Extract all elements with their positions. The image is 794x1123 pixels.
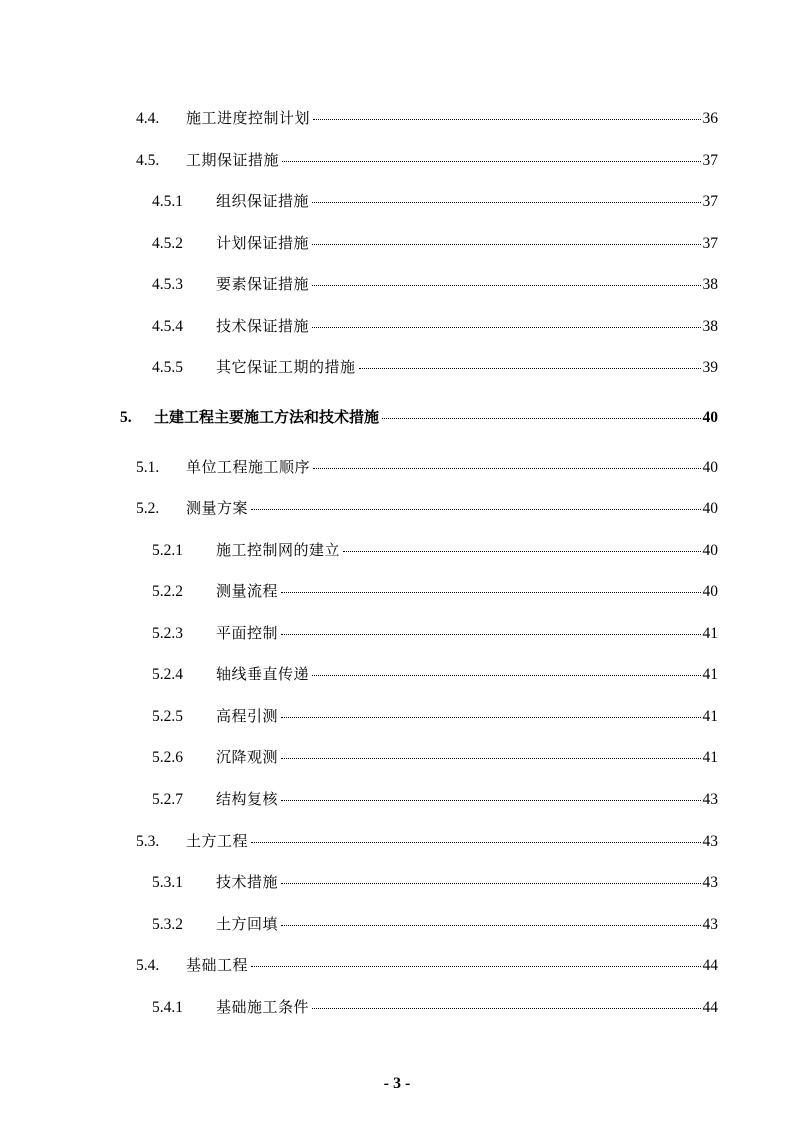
toc-entry-title: 施工控制网的建立: [216, 541, 341, 559]
dot-leader: [281, 716, 700, 718]
toc-entry[interactable]: [136, 830, 718, 852]
toc-entry[interactable]: [152, 580, 718, 602]
toc-entry-page: 43: [702, 874, 718, 891]
dot-leader: [251, 508, 700, 510]
toc-entry[interactable]: [152, 273, 718, 295]
toc-entry-number: 4.5.: [136, 152, 160, 169]
dot-leader: [312, 326, 700, 328]
toc-entry-page: 41: [702, 749, 718, 766]
dot-leader: [281, 924, 700, 926]
toc-entry[interactable]: [136, 149, 718, 171]
page-number: - 3 -: [383, 1075, 411, 1092]
toc-entry-title: 要素保证措施: [216, 275, 310, 293]
toc-entry-page: 38: [702, 276, 718, 293]
toc-entry-page: 38: [702, 318, 718, 335]
toc-entry-page: 40: [702, 409, 718, 426]
toc-entry[interactable]: [152, 190, 718, 212]
dot-leader: [382, 417, 700, 419]
toc-entry-number: 5.4.1: [152, 999, 183, 1016]
toc-entry-number: 5.2.7: [152, 791, 183, 808]
toc-entry-title: 组织保证措施: [216, 192, 310, 210]
toc-entry[interactable]: [152, 788, 718, 810]
toc-entry-page: 40: [702, 459, 718, 476]
toc-entry-title: 土建工程主要施工方法和技术措施: [154, 408, 380, 426]
toc-entry[interactable]: [152, 746, 718, 768]
dot-leader: [281, 882, 700, 884]
toc-entry-title: 高程引测: [216, 707, 279, 725]
toc-entry-title: 单位工程施工顺序: [186, 458, 311, 476]
dot-leader: [312, 243, 700, 245]
toc-entry[interactable]: [152, 663, 718, 685]
toc-entry-page: 44: [702, 999, 718, 1016]
toc-entry[interactable]: [136, 497, 718, 519]
toc-entry-title: 其它保证工期的措施: [216, 358, 356, 376]
toc-entry-title: 土方回填: [216, 915, 279, 933]
toc-entry[interactable]: [152, 622, 718, 644]
dot-leader: [251, 841, 700, 843]
toc-entry-page: 37: [702, 193, 718, 210]
toc-entry-title: 沉降观测: [216, 748, 279, 766]
toc-entry-title: 测量方案: [186, 499, 249, 517]
toc-entry[interactable]: [136, 954, 718, 976]
toc-entry-page: 40: [702, 583, 718, 600]
toc-entry-page: 44: [702, 957, 718, 974]
dot-leader: [359, 367, 701, 369]
dot-leader: [281, 799, 700, 801]
dot-leader: [281, 633, 700, 635]
toc-entry-title: 计划保证措施: [216, 234, 310, 252]
toc-entry-number: 5.1.: [136, 459, 160, 476]
toc-entry-number: 4.5.5: [152, 359, 183, 376]
toc-entry-number: 5.3.1: [152, 874, 183, 891]
dot-leader: [313, 467, 700, 469]
toc-entry[interactable]: [136, 107, 718, 129]
toc-entry-number: 5.2.1: [152, 542, 183, 559]
toc-entry-number: 4.5.2: [152, 235, 183, 252]
toc-entry-number: 4.4.: [136, 110, 160, 127]
dot-leader: [313, 118, 700, 120]
toc-entry-number: 5.2.2: [152, 583, 183, 600]
toc-entry[interactable]: [152, 705, 718, 727]
toc-chapter-entry[interactable]: [120, 406, 718, 428]
toc-entry-number: 5.2.6: [152, 749, 183, 766]
toc-entry[interactable]: [152, 315, 718, 337]
toc-entry-title: 轴线垂直传递: [216, 665, 310, 683]
toc-entry-page: 41: [702, 708, 718, 725]
toc-entry-number: 5.2.3: [152, 625, 183, 642]
dot-leader: [312, 201, 700, 203]
toc-entry-page: 43: [702, 916, 718, 933]
toc-entry-number: 5.2.5: [152, 708, 183, 725]
dot-leader: [312, 674, 700, 676]
toc-entry-number: 4.5.3: [152, 276, 183, 293]
toc-entry[interactable]: [152, 913, 718, 935]
dot-leader: [251, 965, 700, 967]
toc-entry-title: 工期保证措施: [186, 151, 280, 169]
toc-entry-number: 5.2.4: [152, 666, 183, 683]
toc-entry-title: 测量流程: [216, 582, 279, 600]
toc-entry-number: 4.5.1: [152, 193, 183, 210]
toc-entry-page: 40: [702, 500, 718, 517]
toc-entry-title: 基础工程: [186, 956, 249, 974]
toc-entry-title: 技术保证措施: [216, 317, 310, 335]
toc-entry[interactable]: [136, 456, 718, 478]
toc-entry-number: 5.: [120, 409, 132, 426]
toc-entry-page: 41: [702, 666, 718, 683]
toc-entry-page: 39: [702, 359, 718, 376]
toc-entry-page: 37: [702, 235, 718, 252]
dot-leader: [312, 1007, 700, 1009]
toc-entry-page: 37: [702, 152, 718, 169]
toc-entry-title: 结构复核: [216, 790, 279, 808]
toc-entry[interactable]: [152, 539, 718, 561]
toc-entry-number: 4.5.4: [152, 318, 183, 335]
toc-entry-page: 36: [702, 110, 718, 127]
dot-leader: [281, 757, 700, 759]
toc-entry-title: 基础施工条件: [216, 998, 310, 1016]
toc-entry-number: 5.3.: [136, 833, 160, 850]
toc-entry-number: 5.3.2: [152, 916, 183, 933]
dot-leader: [282, 160, 700, 162]
toc-entry-page: 41: [702, 625, 718, 642]
toc-entry-title: 施工进度控制计划: [186, 109, 311, 127]
toc-entry-number: 5.2.: [136, 500, 160, 517]
toc-entry[interactable]: [152, 871, 718, 893]
dot-leader: [343, 550, 700, 552]
toc-entry-number: 5.4.: [136, 957, 160, 974]
toc-entry-title: 平面控制: [216, 624, 279, 642]
toc-entry-page: 43: [702, 833, 718, 850]
toc-entry-page: 43: [702, 791, 718, 808]
toc-entry[interactable]: [152, 356, 718, 378]
toc-entry-title: 技术措施: [216, 873, 279, 891]
toc-entry[interactable]: [152, 232, 718, 254]
toc-entry-title: 土方工程: [186, 832, 249, 850]
toc-entry-page: 40: [702, 542, 718, 559]
toc-entry[interactable]: [152, 996, 718, 1018]
dot-leader: [281, 591, 700, 593]
dot-leader: [312, 284, 700, 286]
